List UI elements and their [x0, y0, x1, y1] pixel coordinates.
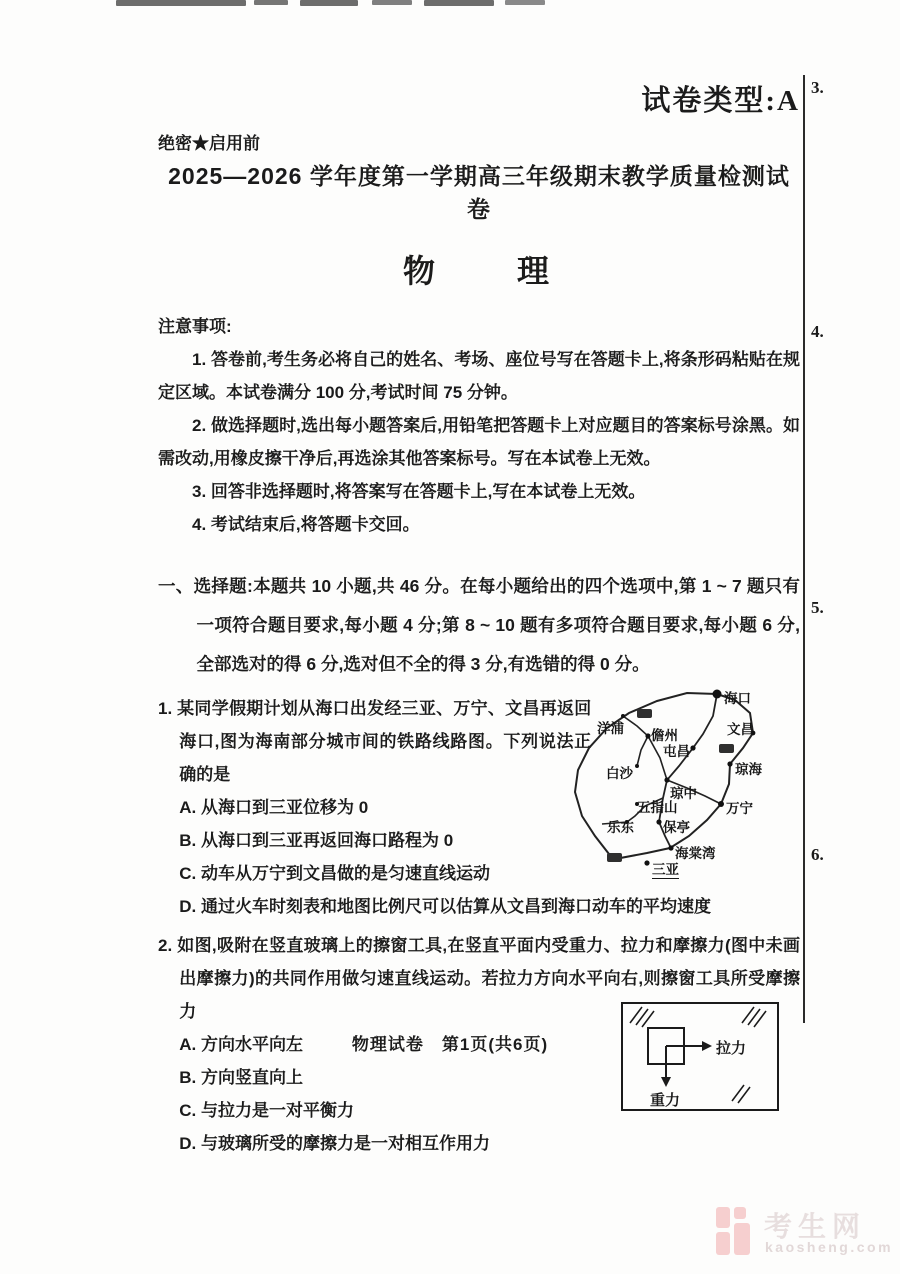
danzhou-dot: [645, 733, 650, 738]
question-1-option-c: C. 动车从万宁到文昌做的是匀速直线运动: [179, 864, 490, 883]
baisha-dot: [635, 764, 639, 768]
map-city-sanya: 三亚: [652, 858, 679, 879]
kaosheng-site-url: kaosheng.com: [765, 1239, 894, 1255]
baoting-dot: [656, 819, 661, 824]
scan-artifact: [254, 0, 288, 5]
scan-artifact: [300, 0, 358, 6]
note-item-3: 3. 回答非选择题时,将答案写在答题卡上,写在本试卷上无效。: [192, 482, 646, 501]
qiongzhong-dot: [664, 777, 669, 782]
notes-heading: 注意事项:: [158, 317, 232, 336]
map-city-ledong: 乐东: [607, 820, 634, 835]
margin-number-5: 5.: [811, 598, 824, 617]
margin-rule: [803, 75, 805, 1023]
wanning-dot: [718, 801, 724, 807]
haitangwan-dot: [668, 845, 673, 850]
secrecy-label: 绝密★启用前: [158, 134, 260, 153]
map-city-wenchang: 文昌: [727, 722, 754, 737]
section1-heading: 一、选择题:本题共 10 小题,共 46 分。在每小题给出的四个选项中,第 1 ~ 7 题只有一项符合题目要求,每小题 4 分;第 8 ~ 10 题有多项符合题目要求,每小题 6 分,全部选对的得 6 分,选对但不全的得 3 分,有选错的得 0 分。: [158, 576, 800, 674]
tunchang-dot: [690, 745, 695, 750]
map-city-wuzhishan: 五指山: [637, 800, 678, 815]
question-2-option-d: D. 与玻璃所受的摩擦力是一对相互作用力: [179, 1134, 490, 1153]
scan-artifact: [424, 0, 494, 6]
question-1-stem: 1. 某同学假期计划从海口出发经三亚、万宁、文昌再返回海口,图为海南部分城市间的铁路线路图。下列说法正确的是: [158, 699, 592, 784]
scan-artifact: [505, 0, 545, 5]
scan-artifact: [372, 0, 412, 5]
page-footer: 物理试卷 第1页(共6页): [351, 1035, 549, 1054]
sanya-dot: [644, 860, 649, 865]
kaosheng-logo-icon: [716, 1207, 754, 1255]
map-city-tunchang: 屯昌: [663, 744, 690, 759]
exam-title: 2025—2026 学年度第一学期高三年级期末教学质量检测试卷: [168, 163, 790, 222]
gravity-arrowhead-icon: [661, 1077, 671, 1087]
margin-number-3: 3.: [811, 78, 824, 97]
margin-number-4: 4.: [811, 322, 824, 341]
question-2-option-c: C. 与拉力是一对平衡力: [179, 1101, 354, 1120]
note-item-1: 1. 答卷前,考生务必将自己的姓名、考场、座位号写在答题卡上,将条形码粘贴在规定区域。本试卷满分 100 分,考试时间 75 分钟。: [158, 350, 800, 402]
map-city-baisha: 白沙: [606, 766, 633, 781]
note-item-2: 2. 做选择题时,选出每小题答案后,用铅笔把答题卡上对应题目的答案标号涂黑。如需改动,用橡皮擦干净后,再选涂其他答案标号。写在本试卷上无效。: [158, 416, 800, 468]
map-city-yangpu: 洋浦: [597, 721, 624, 736]
window-cleaner-diagram: [620, 1001, 780, 1113]
highway-shield-icon: [719, 744, 734, 753]
gravity-force-label: 重力: [650, 1092, 681, 1109]
qionghai-dot: [727, 761, 732, 766]
scan-artifact: [116, 0, 246, 6]
exam-type-label: 试卷类型:A: [641, 85, 800, 117]
margin-number-6: 6.: [811, 845, 824, 864]
highway-shield-icon: [607, 853, 622, 862]
question-2-option-b: B. 方向竖直向上: [179, 1068, 303, 1087]
note-item-4: 4. 考试结束后,将答题卡交回。: [192, 515, 420, 534]
highway-shield-icon: [637, 709, 652, 718]
question-1: [158, 692, 800, 923]
page-content: [158, 70, 800, 1160]
question-2-option-a: A. 方向水平向左: [179, 1035, 303, 1054]
window-cleaner-figure: [620, 1001, 780, 1113]
map-city-haitangwan: 海棠湾: [675, 846, 716, 861]
question-1-option-b: B. 从海口到三亚再返回海口路程为 0: [179, 831, 454, 850]
pull-force-label: 拉力: [716, 1040, 747, 1057]
subject-title: 物 理: [402, 253, 555, 289]
haikou-dot: [713, 690, 722, 699]
hainan-railway-map: [557, 676, 807, 888]
map-city-baoting: 保亭: [663, 820, 690, 835]
question-1-option-a: A. 从海口到三亚位移为 0: [179, 798, 369, 817]
map-city-wanning: 万宁: [726, 801, 753, 816]
kaosheng-watermark: [716, 1205, 894, 1260]
map-city-haikou: 海口: [724, 691, 751, 706]
map-city-qiongzhong: 琼中: [670, 786, 697, 801]
map-city-qionghai: 琼海: [735, 762, 762, 777]
map-city-danzhou: 儋州: [651, 728, 678, 743]
kaosheng-site-name: 考生网: [764, 1211, 867, 1242]
question-1-option-d: D. 通过火车时刻表和地图比例尺可以估算从文昌到海口动车的平均速度: [179, 897, 711, 916]
question-2-stem: 2. 如图,吸附在竖直玻璃上的擦窗工具,在竖直平面内受重力、拉力和摩擦力(图中未画出摩擦力)的共同作用做匀速直线运动。若拉力方向水平向右,则擦窗工具所受摩擦力: [158, 936, 800, 1021]
